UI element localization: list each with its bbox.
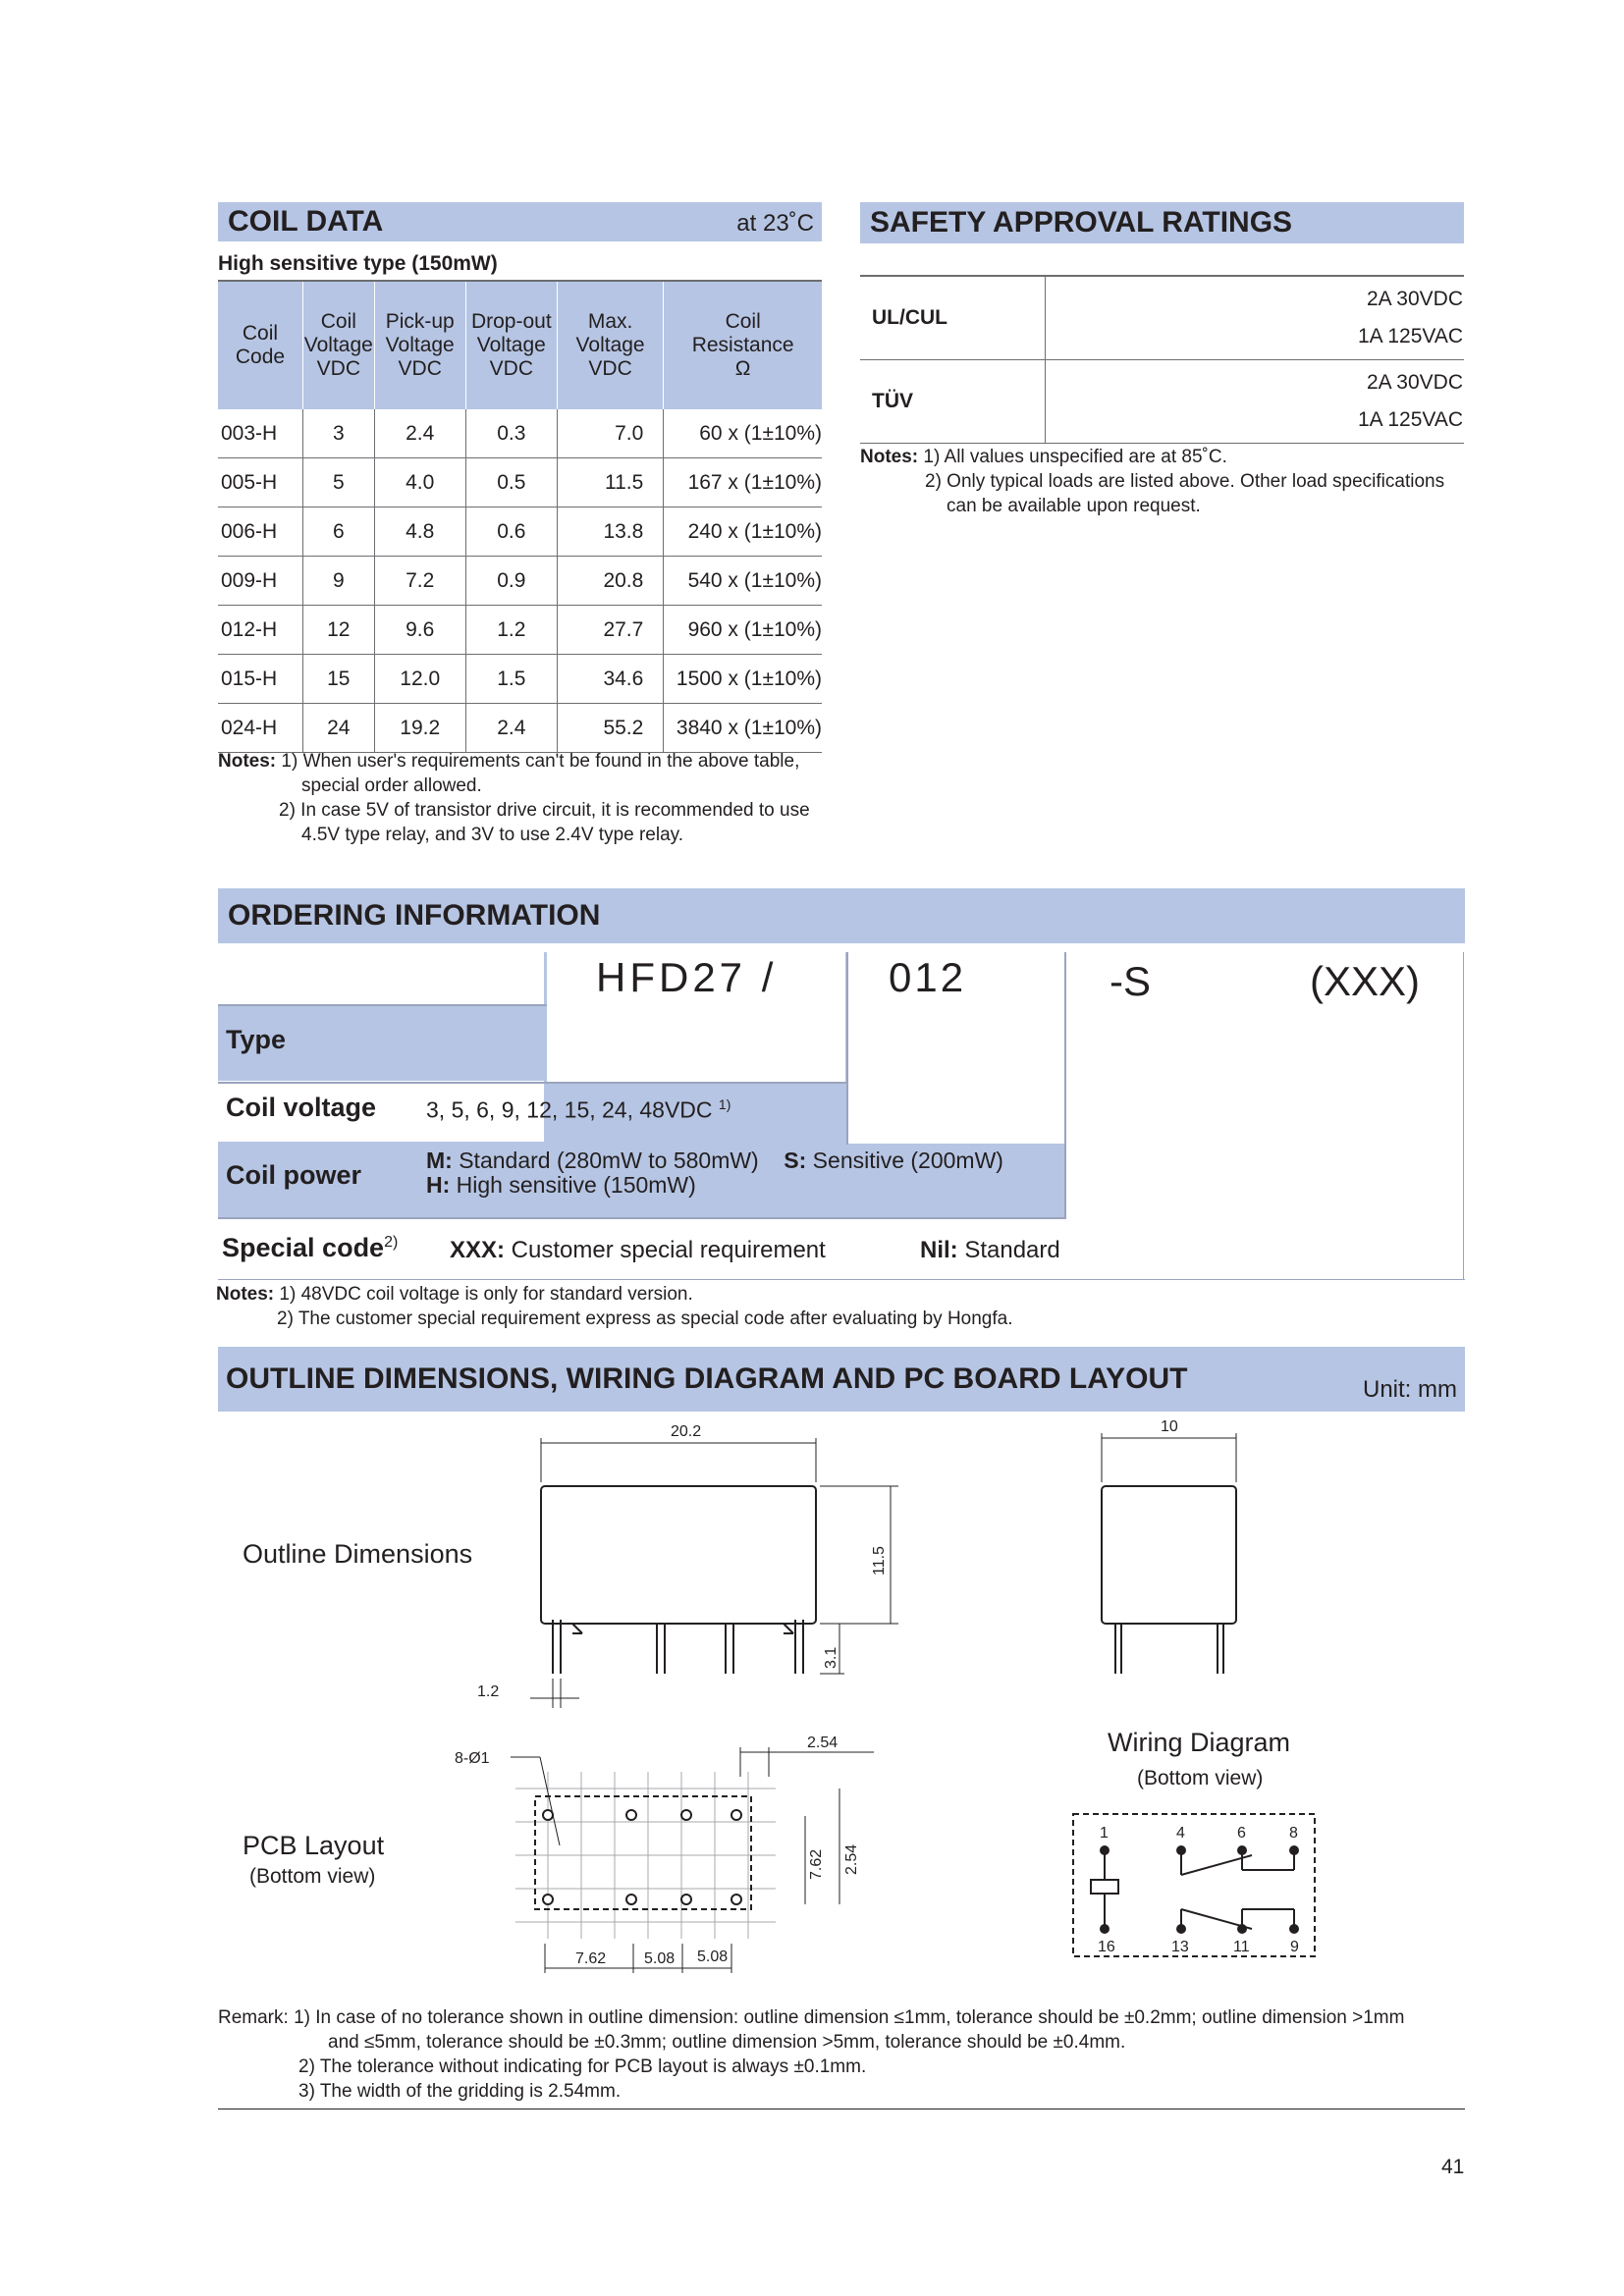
dim-depth: 10 [1161, 1418, 1178, 1435]
coil-cell: 1500 x (1±10%) [664, 655, 822, 704]
coil-cell: 009-H [218, 557, 302, 606]
coil-cell: 960 x (1±10%) [664, 606, 822, 655]
coil-cell: 024-H [218, 704, 302, 753]
dim-x3: 5.08 [697, 1949, 729, 1965]
safety-title: SAFETY APPROVAL RATINGS [870, 206, 1293, 239]
coil-cell: 34.6 [557, 655, 663, 704]
dim-pitch: 2.54 [807, 1735, 839, 1751]
wiring-diagram-sub: (Bottom view) [1137, 1767, 1264, 1789]
coil-cell: 7.0 [557, 409, 663, 458]
coil-cell: 12.0 [374, 655, 465, 704]
coil-header-5: Coil Resistance Ω [664, 282, 822, 409]
coil-subtitle: High sensitive type (150mW) [218, 252, 498, 275]
page-number: 41 [1441, 2156, 1465, 2178]
coil-cell: 005-H [218, 458, 302, 507]
safety-label: TÜV [860, 360, 1046, 444]
coil-cell: 003-H [218, 409, 302, 458]
remark-2: 2) The tolerance without indicating for PCB layout is always ±0.1mm. [298, 2056, 867, 2077]
pcb-layout-sub: (Bottom view) [249, 1865, 376, 1888]
pin-13: 13 [1171, 1939, 1189, 1955]
ordering-title: ORDERING INFORMATION [228, 899, 601, 932]
coil-cell: 24 [302, 704, 374, 753]
safety-values: 2A 30VDC 1A 125VAC [1046, 276, 1465, 360]
pin-1: 1 [1100, 1825, 1109, 1842]
remark-1a: 1) In case of no tolerance shown in outline dimension: outline dimension ≤1mm, tolerance should be ±0.2mm; outline dimension >1mm [294, 2007, 1405, 2028]
coil-note-2a: 2) In case 5V of transistor drive circuit, it is recommended to use [279, 800, 810, 821]
unit-label: Unit: mm [1363, 1376, 1457, 1403]
coil-header-3: Drop-out Voltage VDC [465, 282, 557, 409]
coil-cell: 0.6 [465, 507, 557, 557]
coil-cell: 27.7 [557, 606, 663, 655]
coil-cell: 60 x (1±10%) [664, 409, 822, 458]
pin-4: 4 [1176, 1825, 1185, 1842]
wiring-diagram-label: Wiring Diagram [1108, 1728, 1291, 1757]
outline-dimensions-label: Outline Dimensions [243, 1539, 473, 1569]
safety-note-2a: 2) Only typical loads are listed above. Other load specifications [925, 471, 1445, 492]
coil-header-1: Coil Voltage VDC [302, 282, 374, 409]
relay-front-body [541, 1486, 816, 1624]
coil-note-1a: 1) When user's requirements can't be found in the above table, [281, 751, 800, 772]
remarks [218, 2005, 1470, 2104]
coil-cell: 012-H [218, 606, 302, 655]
coil-cell: 2.4 [465, 704, 557, 753]
coil-header-2: Pick-up Voltage VDC [374, 282, 465, 409]
coil-power-label: Coil power [226, 1160, 362, 1190]
remark-1b: and ≤5mm, tolerance should be ±0.3mm; outline dimension >5mm, tolerance should be ±0.4mm. [328, 2032, 1126, 2053]
coil-voltage-values: 3, 5, 6, 9, 12, 15, 24, 48VDC $^{1)}$ [426, 1096, 731, 1123]
ordering-notes: Notes: 1) 48VDC coil voltage is only for standard version. 2) The customer special requirement express as special code after evaluating by Hongfa. [216, 1284, 1013, 1329]
coil-cell: 0.5 [465, 458, 557, 507]
coil-cell: 3840 x (1±10%) [664, 704, 822, 753]
dim-x1: 7.62 [575, 1950, 607, 1967]
dim-pin: 3.1 [823, 1646, 839, 1669]
special-code-xxx: XXX: Customer special requirement [450, 1237, 826, 1263]
model-code: HFD27 / [596, 954, 778, 1000]
dim-pin-width: 1.2 [477, 1683, 500, 1700]
special-code-nil: Nil: Standard [920, 1237, 1060, 1263]
coil-cell: 167 x (1±10%) [664, 458, 822, 507]
coil-note-2b: 4.5V type relay, and 3V to use 2.4V type relay. [301, 825, 684, 845]
coil-cell: 1.5 [465, 655, 557, 704]
dim-row2: 2.54 [843, 1843, 860, 1875]
coil-cell: 540 x (1±10%) [664, 557, 822, 606]
coil-cell: 2.4 [374, 409, 465, 458]
coil-cell: 9 [302, 557, 374, 606]
coil-cell: 7.2 [374, 557, 465, 606]
relay-side-body [1102, 1486, 1236, 1624]
coil-cell: 19.2 [374, 704, 465, 753]
pin-9: 9 [1290, 1939, 1299, 1955]
coil-temp: at 23˚C [736, 210, 814, 237]
coil-notes-label: Notes: [218, 751, 277, 772]
dim-height: 11.5 [871, 1546, 888, 1575]
safety-values: 2A 30VDC 1A 125VAC [1046, 360, 1465, 444]
coil-cell: 006-H [218, 507, 302, 557]
coil-cell: 6 [302, 507, 374, 557]
dim-hole: 8-Ø1 [455, 1750, 490, 1767]
coil-cell: 9.6 [374, 606, 465, 655]
coil-cell: 13.8 [557, 507, 663, 557]
outline-title: OUTLINE DIMENSIONS, WIRING DIAGRAM AND PC BOARD LAYOUT [226, 1362, 1188, 1395]
remark-3: 3) The width of the gridding is 2.54mm. [298, 2081, 622, 2102]
coil-cell: 240 x (1±10%) [664, 507, 822, 557]
coil-cell: 4.0 [374, 458, 465, 507]
coil-power-options: M: Standard (280mW to 580mW) S: Sensitive (200mW) H: High sensitive (150mW) [426, 1148, 1003, 1198]
dim-x2: 5.08 [644, 1950, 676, 1967]
coil-note-1b: special order allowed. [301, 775, 482, 796]
coil-cell: 015-H [218, 655, 302, 704]
dim-row: 7.62 [808, 1848, 825, 1880]
remark-label: Remark: [218, 2007, 289, 2028]
suffix-code: -S [1110, 958, 1151, 1004]
coil-data-title: COIL DATA [228, 205, 384, 238]
coil-cell: 12 [302, 606, 374, 655]
coil-cell: 55.2 [557, 704, 663, 753]
coil-cell: 3 [302, 409, 374, 458]
coil-cell: 4.8 [374, 507, 465, 557]
coil-cell: 0.9 [465, 557, 557, 606]
coil-cell: 15 [302, 655, 374, 704]
dim-width: 20.2 [671, 1423, 702, 1440]
safety-note-2b: can be available upon request. [947, 496, 1201, 516]
coil-cell: 5 [302, 458, 374, 507]
pin-8: 8 [1289, 1825, 1298, 1842]
pin-11: 11 [1233, 1939, 1250, 1955]
type-label: Type [226, 1025, 287, 1054]
coil-cell: 11.5 [557, 458, 663, 507]
coil-cell: 1.2 [465, 606, 557, 655]
coil-voltage-label: Coil voltage [226, 1093, 377, 1122]
coil-cell: 20.8 [557, 557, 663, 606]
special-code-display: (XXX) [1310, 958, 1421, 1004]
voltage-code: 012 [889, 954, 967, 1000]
coil-header-4: Max. Voltage VDC [557, 282, 663, 409]
safety-note-1: 1) All values unspecified are at 85˚C. [923, 447, 1227, 467]
coil-cell: 0.3 [465, 409, 557, 458]
coil-header-0: Coil Code [218, 282, 302, 409]
pin-16: 16 [1098, 1939, 1115, 1955]
pcb-layout-label: PCB Layout [243, 1831, 385, 1860]
safety-label: UL/CUL [860, 276, 1046, 360]
safety-notes-label: Notes: [860, 447, 919, 467]
pin-6: 6 [1237, 1825, 1246, 1842]
special-code-label: Special code$^{2)}$ [222, 1233, 399, 1262]
